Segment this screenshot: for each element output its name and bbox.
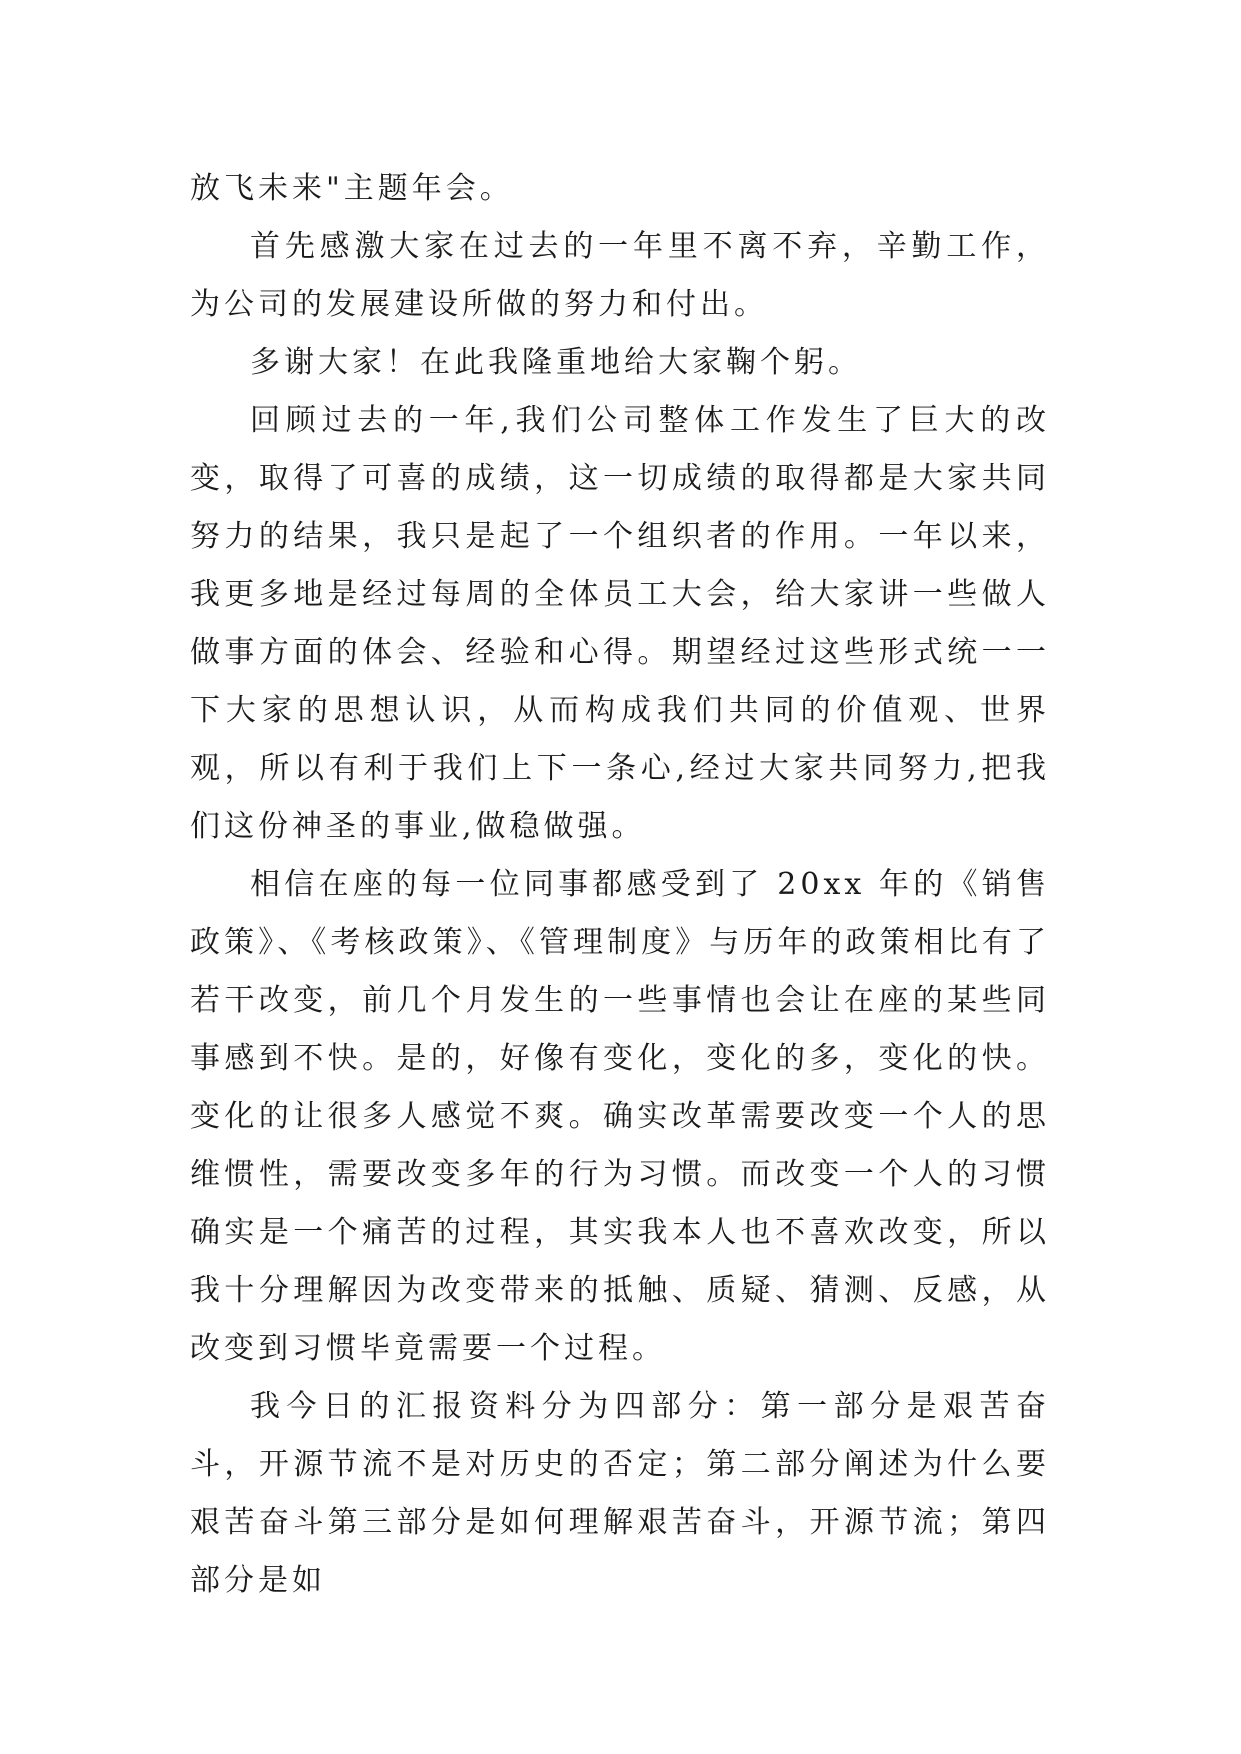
paragraph-4: 回顾过去的一年,我们公司整体工作发生了巨大的改变，取得了可喜的成绩，这一切成绩的取得都是大家共同努力的结果，我只是起了一个组织者的作用。一年以来，我更多地是经过每周的全体员工大会，给大家讲一些做人做事方面的体会、经验和心得。期望经过这些形式统一一下大家的思想认识，从而构成我们共同的价值观、世界观，所以有利于我们上下一条心,经过大家共同努力,把我们这份神圣的事业,做稳做强。 [190,403,1050,844]
paragraph-3: 多谢大家！在此我隆重地给大家鞠个躬。 [250,345,862,380]
paragraph-1: 放飞未来"主题年会。 [190,171,514,206]
document-body [190,160,1050,1610]
paragraph-6: 我今日的汇报资料分为四部分：第一部分是艰苦奋斗，开源节流不是对历史的否定；第二部分阐述为什么要艰苦奋斗第三部分是如何理解艰苦奋斗，开源节流；第四部分是如 [190,1389,1050,1598]
paragraph-2: 首先感激大家在过去的一年里不离不弃，辛勤工作，为公司的发展建设所做的努力和付出。 [190,229,1050,322]
paragraph-5: 相信在座的每一位同事都感受到了 20xx 年的《销售政策》、《考核政策》、《管理制度》与历年的政策相比有了若干改变，前几个月发生的一些事情也会让在座的某些同事感到不快。是的，好像有变化，变化的多，变化的快。变化的让很多人感觉不爽。确实改革需要改变一个人的思维惯性，需要改变多年的行为习惯。而改变一个人的习惯确实是一个痛苦的过程，其实我本人也不喜欢改变，所以我十分理解因为改变带来的抵触、质疑、猜测、反感，从改变到习惯毕竟需要一个过程。 [190,867,1050,1366]
